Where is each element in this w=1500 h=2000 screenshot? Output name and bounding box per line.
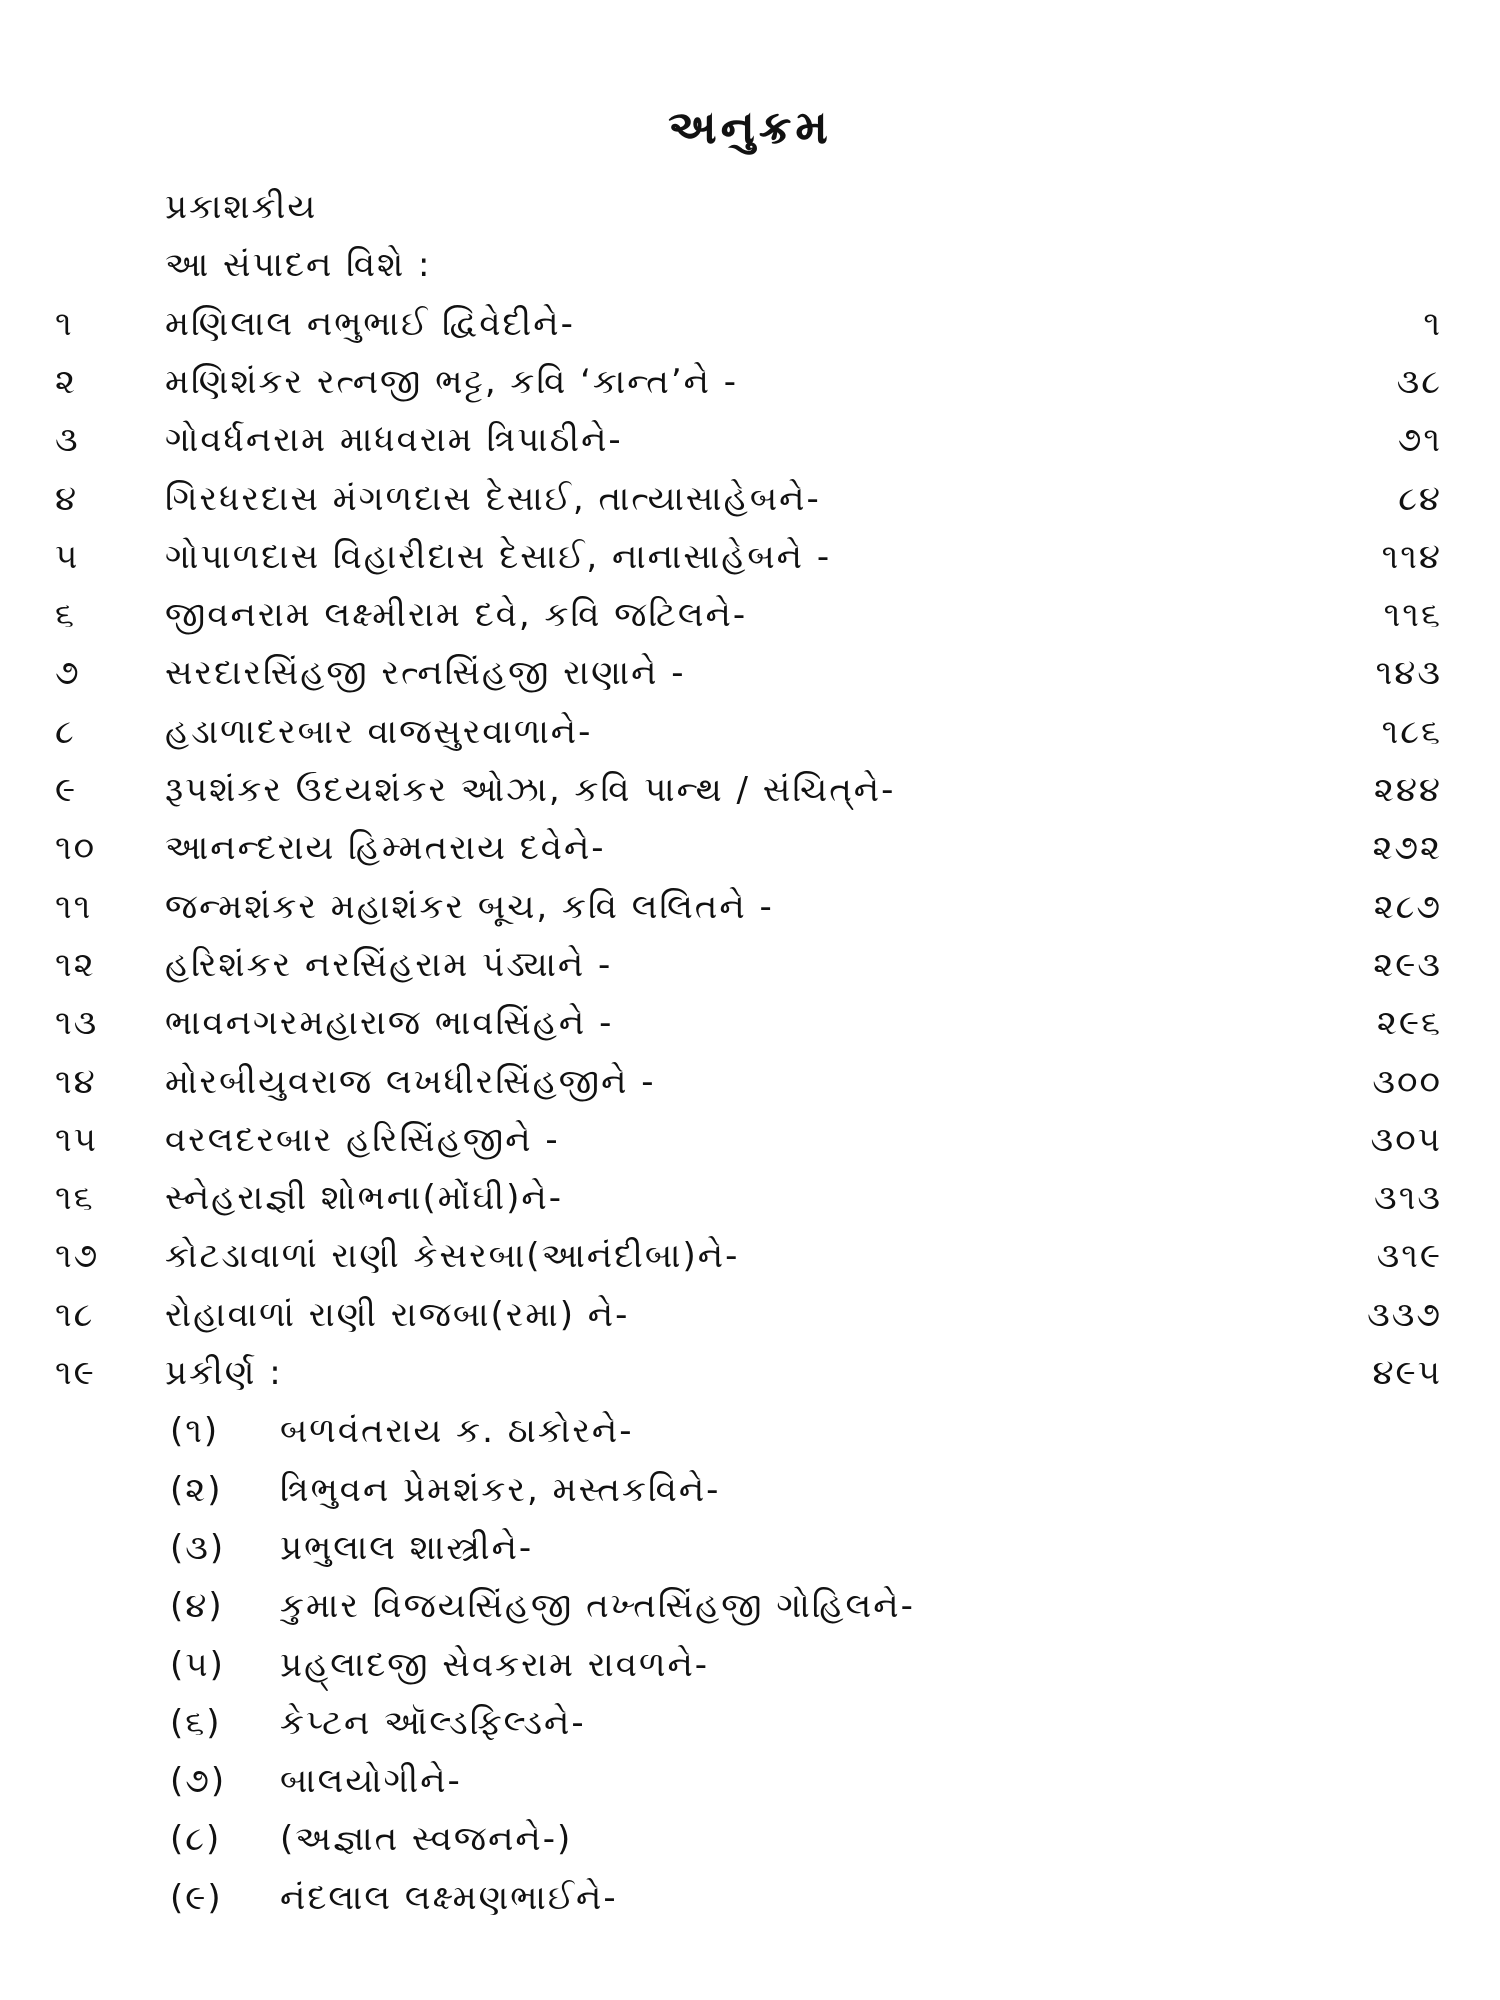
entry-page-number: ૨૯૩: [1373, 944, 1442, 985]
toc-entry: [0, 295, 1500, 353]
entry-page-number: ૧૪૩: [1375, 653, 1442, 694]
entry-title: પ્રકીર્ણ :: [165, 1353, 283, 1393]
subentry-number: (૨): [170, 1469, 223, 1510]
toc-entry: [0, 819, 1500, 877]
entry-number: ૪: [55, 478, 79, 519]
subentry-title: પ્રભુલાલ શાસ્ત્રીને-: [280, 1527, 534, 1568]
toc-subentry: [170, 1577, 1370, 1635]
toc-entry: [0, 936, 1500, 994]
entry-number: ૧૦: [55, 828, 97, 869]
entry-title: આનન્દરાય હિમ્મતરાય દવેને-: [165, 828, 606, 869]
toc-entry: [0, 1344, 1500, 1402]
subentry-title: (અજ્ઞાત સ્વજનને-): [280, 1819, 573, 1860]
entry-number: ૧૯: [55, 1353, 96, 1393]
entry-number: ૭: [55, 653, 81, 694]
toc-subentry: [170, 1694, 1370, 1752]
entry-page-number: ૧: [1423, 303, 1442, 344]
toc-subentry: [170, 1402, 1370, 1460]
entry-page-number: ૩૧૯: [1376, 1236, 1442, 1277]
entry-title: મણિશંકર રત્નજી ભટ્ટ, કવિ ‘કાન્ત’ને -: [165, 361, 739, 402]
entry-title: ભાવનગરમહારાજ ભાવસિંહને -: [165, 1003, 614, 1044]
entry-title: હડાળાદરબાર વાજસુરવાળાને-: [165, 711, 593, 752]
entry-page-number: ૩૩૭: [1367, 1294, 1442, 1335]
subentry-title: કુમાર વિજયસિંહજી તખ્તસિંહજી ગોહિલને-: [280, 1586, 915, 1627]
toc-entry: [0, 878, 1500, 936]
entry-page-number: ૧૧૪: [1381, 536, 1442, 577]
toc-subentry: [170, 1810, 1370, 1868]
subentry-number: (૭): [170, 1761, 227, 1802]
toc-entry: [0, 761, 1500, 819]
entry-page-number: ૭૧: [1397, 420, 1442, 461]
entry-number: ૧૬: [55, 1178, 95, 1219]
subentry-title: બાલયોગીને-: [280, 1761, 462, 1802]
entry-title: ગિરધરદાસ મંગળદાસ દેસાઈ, તાત્યાસાહેબને-: [165, 478, 821, 519]
subentry-number: (૧): [170, 1411, 220, 1452]
entry-page-number: ૨૭૨: [1372, 828, 1442, 869]
entry-title: સ્નેહરાજ્ઞી શોભના(મોંઘી)ને-: [165, 1178, 564, 1219]
subentry-number: (૪): [170, 1586, 224, 1627]
entry-number: ૬: [55, 595, 77, 636]
toc-entry: [0, 703, 1500, 761]
toc-subentry: [170, 1519, 1370, 1577]
entry-title: રોહાવાળાં રાણી રાજબા(રમા) ને-: [165, 1294, 630, 1335]
entry-number: ૨: [55, 361, 77, 402]
entry-page-number: ૩૮: [1396, 361, 1442, 402]
entry-title: મોરબીયુવરાજ લખધીરસિંહજીને -: [165, 1061, 656, 1102]
toc-entry: [0, 470, 1500, 528]
entry-number: ૮: [55, 711, 76, 752]
subentry-number: (૯): [170, 1877, 223, 1918]
toc-entry: [0, 1053, 1500, 1111]
entry-page-number: ૪૯૫: [1372, 1353, 1442, 1393]
subentry-number: (૩): [170, 1527, 226, 1568]
entry-page-number: ૨૪૪: [1373, 770, 1442, 810]
entry-page-number: ૧૮૬: [1381, 711, 1442, 752]
toc-subentry: [170, 1869, 1370, 1927]
toc-entry: [0, 1169, 1500, 1227]
entry-title: ગોપાળદાસ વિહારીદાસ દેસાઈ, નાનાસાહેબને -: [165, 536, 832, 577]
preface-item: [0, 178, 1500, 236]
toc-subentry: [170, 1461, 1370, 1519]
entry-title: કોટડાવાળાં રાણી કેસરબા(આનંદીબા)ને-: [165, 1236, 740, 1277]
entry-page-number: ૩૧૩: [1374, 1178, 1442, 1219]
entry-title: રૂપશંકર ઉદયશંકર ઓઝા, કવિ પાન્થ / સંચિત્‌ને-: [165, 770, 896, 810]
entry-page-number: ૧૧૬: [1383, 595, 1442, 636]
entry-page-number: ૨૯૬: [1376, 1003, 1442, 1044]
toc-subentry: [170, 1636, 1370, 1694]
toc-entry: [0, 1286, 1500, 1344]
entry-title: ગોવર્ધનરામ માધવરામ ત્રિપાઠીને-: [165, 420, 623, 461]
subentry-title: નંદલાલ લક્ષ્મણભાઈને-: [280, 1877, 618, 1918]
subentry-number: (૮): [170, 1819, 222, 1860]
entry-number: ૩: [55, 420, 80, 461]
entry-number: ૧૫: [55, 1119, 98, 1160]
toc-entry: [0, 1111, 1500, 1169]
entry-number: ૫: [55, 536, 80, 577]
entry-page-number: ૩૦૦: [1372, 1061, 1442, 1102]
subentry-title: ત્રિભુવન પ્રેમશંકર, મસ્તકવિને-: [280, 1469, 721, 1510]
toc-entry: [0, 528, 1500, 586]
entry-number: ૧૨: [55, 944, 96, 985]
entry-page-number: ૩૦૫: [1370, 1119, 1442, 1160]
entry-number: ૧૮: [55, 1294, 95, 1335]
entry-title: હરિશંકર નરસિંહરામ પંડ્યાને -: [165, 944, 613, 985]
subentry-number: (૫): [170, 1644, 225, 1685]
toc-entry: [0, 411, 1500, 469]
entry-title: જન્મશંકર મહાશંકર બૂચ, કવિ લલિતને -: [165, 886, 774, 927]
page-title: અનુક્રમ: [668, 100, 832, 154]
entry-page-number: ૨૮૭: [1373, 886, 1442, 927]
entry-number: ૧૩: [55, 1003, 99, 1044]
preface-text: આ સંપાદન વિશે :: [165, 245, 432, 286]
entry-number: ૧૪: [55, 1061, 97, 1102]
entry-number: ૧: [55, 303, 74, 344]
subentry-title: કેપ્ટન ઑલ્ડફિલ્ડને-: [280, 1702, 586, 1743]
preface-item: [0, 236, 1500, 294]
toc-subentry: [170, 1752, 1370, 1810]
entry-number: ૧૧: [55, 886, 93, 927]
entry-page-number: ૮૪: [1398, 478, 1442, 519]
subentry-number: (૬): [170, 1702, 222, 1743]
toc-entry: [0, 353, 1500, 411]
toc-entry: [0, 586, 1500, 644]
preface-text: પ્રકાશકીય: [165, 187, 318, 227]
subentry-title: બળવંતરાય ક. ઠાકોરને-: [280, 1411, 634, 1452]
entry-title: વરલદરબાર હરિસિંહજીને -: [165, 1119, 560, 1160]
entry-title: મણિલાલ નભુભાઈ દ્વિવેદીને-: [165, 303, 575, 344]
entry-title: જીવનરામ લક્ષ્મીરામ દવે, કવિ જટિલને-: [165, 595, 748, 636]
entry-number: ૧૭: [55, 1236, 100, 1277]
toc-entry: [0, 994, 1500, 1052]
toc-entry: [0, 1227, 1500, 1285]
toc-entry: [0, 644, 1500, 702]
entry-number: ૯: [55, 770, 78, 810]
subentry-title: પ્રહ્‌લાદજી સેવકરામ રાવળને-: [280, 1644, 710, 1685]
entry-title: સરદારસિંહજી રત્નસિંહજી રાણાને -: [165, 653, 686, 694]
